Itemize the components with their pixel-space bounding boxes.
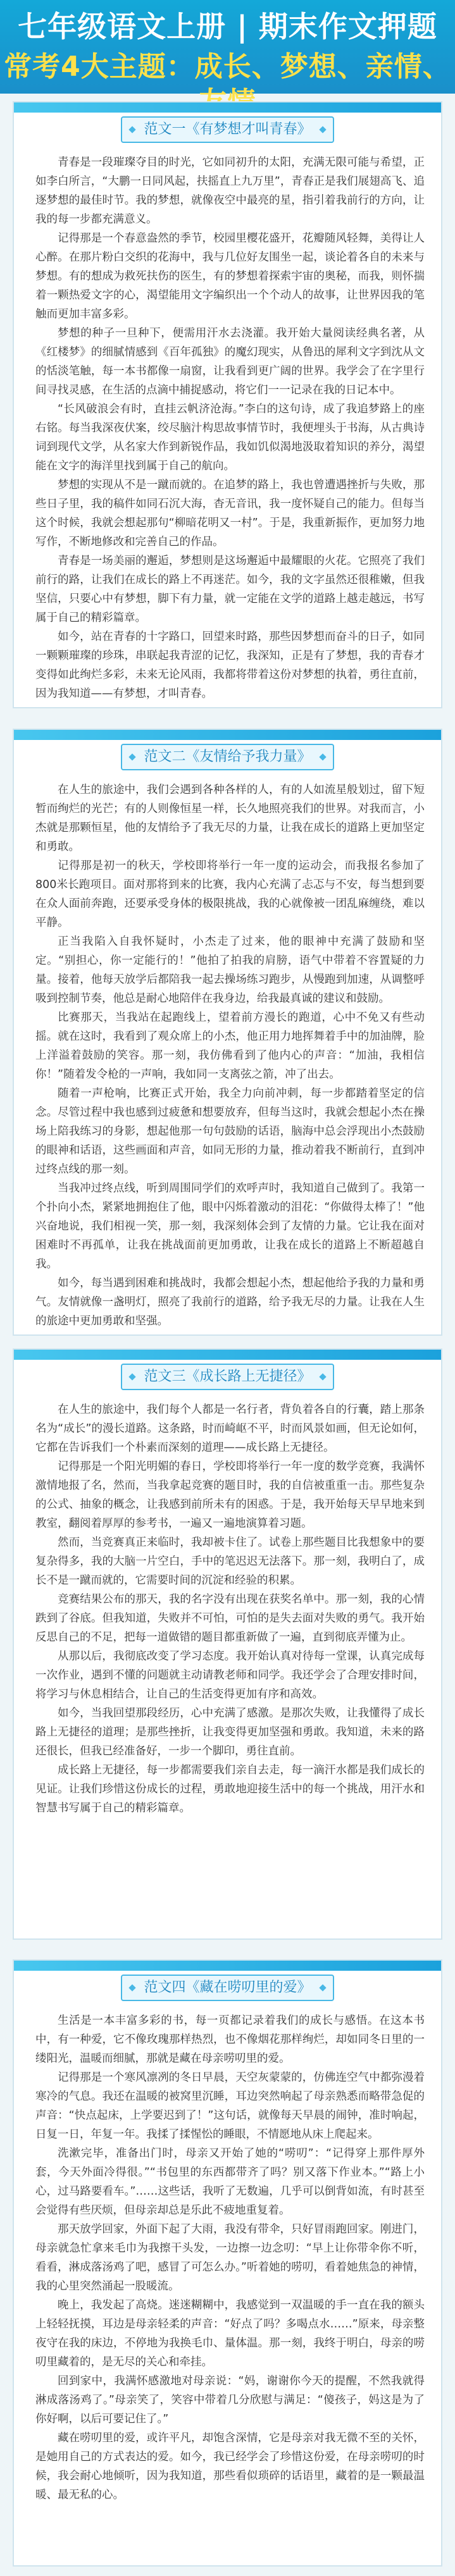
page-title: 七年级语文上册 | 期末作文押题 [18, 9, 437, 44]
essay-body [35, 153, 425, 703]
page-subtitle: 常考4大主题：成长、梦想、亲情、 [4, 51, 451, 83]
essay-paragraph: 在人生的旅途中，我们每个人都是一名行者，背负着各自的行囊，踏上那条名为“成长”的漫长道路。这条路，时而崎岖不平，时而风景如画，但无论如何，它都在告诉我们一个朴素而深刻的道理——成长路上无捷径。 [35, 1403, 425, 1454]
section-top-bar [14, 102, 441, 113]
essay-paragraph: 比赛那天，当我站在起跑线上，望着前方漫长的跑道，心中不免又有些动摇。就在这时，我看到了观众席上的小杰，他正用力地挥舞着手中的加油牌，脸上洋溢着鼓励的笑容。那一刻，我仿佛看到了他内心的声音：“加油，我相信你！”随着发令枪的一声响，我如同一支离弦之箭，冲了出去。 [35, 1011, 425, 1081]
page-header [0, 0, 455, 94]
essay-paragraph: 记得那是一个春意盎然的季节，校园里樱花盛开，花瓣随风轻舞，美得让人心醉。在那片粉白交织的花海中，我与几位好友围坐一起，谈论着各自的未来与梦想。有的想成为救死扶伤的医生，有的梦想着探索宇宙的奥秘，而我，则怀揣着一颗热爱文字的心，渴望能用文字编织出一个个动人的故事，让世界因我的笔触而更加丰富多彩。 [35, 232, 425, 321]
essay-section-2 [13, 729, 442, 1336]
essay-paragraph: 青春是一段璀璨夺目的时光，它如同初升的太阳，充满无限可能与希望，正如李白所言，“大鹏一日同风起，扶摇直上九万里”，青春正是我们展翅高飞、追逐梦想的最佳时节。我的梦想，就像夜空中最亮的星，指引着我前行的方向，让我的每一步都充满意义。 [35, 156, 425, 226]
essay-paragraph: 如今，当我回望那段经历，心中充满了感激。是那次失败，让我懂得了成长路上无捷径的道理；是那些挫折，让我变得更加坚强和勇敢。我知道，未来的路还很长，但我已经准备好，一步一个脚印，勇往直前。 [35, 1707, 425, 1758]
essay-body [35, 780, 425, 1331]
essay-paragraph: “长风破浪会有时，直挂云帆济沧海。”李白的这句诗，成了我追梦路上的座右铭。每当我深夜伏案，绞尽脑汁构思故事情节时，我便埋头于书海，从古典诗词到现代文学，从名家大作到新锐作品，我如饥似渴地汲取着知识的养分，渴望能在文字的海洋里找到属于自己的航向。 [35, 403, 425, 472]
section-title: 范文三《成长路上无捷径》 [121, 1364, 333, 1390]
essay-paragraph: 梦想的实现从不是一蹴而就的。在追梦的路上，我也曾遭遇挫折与失败，那些日子里，我的稿件如同石沉大海，杳无音讯，我一度怀疑自己的能力。但每当这个时候，我就会想起那句“柳暗花明又一村”。于是，我重新振作，更加努力地写作，不断地修改和完善自己的作品。 [35, 479, 425, 548]
section-top-bar [14, 1961, 441, 1971]
essay-body [35, 1400, 425, 1818]
essay-paragraph: 记得那是一个寒风凛冽的冬日早晨，天空灰蒙蒙的，仿佛连空气中都弥漫着寒冷的气息。我还在温暖的被窝里沉睡，耳边突然响起了母亲熟悉而略带急促的声音：“快点起床，上学要迟到了！”这句话，就像每天早晨的闹钟，准时响起，日复一日，年复一年。我揉了揉惺忪的睡眼，不情愿地从床上爬起来。 [35, 2071, 425, 2141]
essay-section-1 [13, 101, 442, 708]
essay-paragraph: 记得那是初一的秋天，学校即将举行一年一度的运动会，而我报名参加了800米长跑项目。面对那将到来的比赛，我内心充满了忐忑与不安，每当想到要在众人面前奔跑，还要承受身体的极限挑战，我的心就像被一团乱麻缠绕，难以平静。 [35, 860, 425, 929]
section-title: 范文四《藏在唠叨里的爱》 [121, 1975, 333, 2001]
section-top-bar [14, 1350, 441, 1360]
essay-paragraph: 记得那是一个阳光明媚的春日，学校即将举行一年一度的数学竞赛，我满怀激情地报了名，然而，当我拿起竞赛的题目时，我的自信被重重一击。那些复杂的公式、抽象的概念，让我感到前所未有的困惑。于是，我开始每天早早地来到教室，翻阅着厚厚的参考书，一遍又一遍地演算着习题。 [35, 1460, 425, 1530]
essay-paragraph: 那天放学回家，外面下起了大雨，我没有带伞，只好冒雨跑回家。刚进门，母亲就急忙拿来毛巾为我擦干头发，一边擦一边念叨：“早上让你带伞你不听，看看，淋成落汤鸡了吧，感冒了可怎么办。”听着她的唠叨，看着她焦急的神情，我的心里突然涌起一股暖流。 [35, 2223, 425, 2293]
essay-paragraph: 然而，当竞赛真正来临时，我却被卡住了。试卷上那些题目比我想象中的要复杂得多，我的大脑一片空白，手中的笔迟迟无法落下。那一刻，我明白了，成长不是一蹴而就的，它需要时间的沉淀和经验的积累。 [35, 1536, 425, 1587]
essay-paragraph: 晚上，我发起了高烧。迷迷糊糊中，我感觉到一双温暖的手一直在我的额头上轻轻抚摸，耳边是母亲轻柔的声音：“好点了吗？多喝点水……”原来，母亲整夜守在我的床边，不停地为我换毛巾、量体温。那一刻，我终于明白，母亲的唠叨里藏着的，是无尽的关心和牵挂。 [35, 2299, 425, 2369]
essay-section-3 [13, 1348, 442, 1940]
essay-paragraph: 随着一声枪响，比赛正式开始，我全力向前冲刺，每一步都踏着坚定的信念。尽管过程中我也感到过疲惫和想要放弃，但每当这时，我就会想起小杰在操场上陪我练习的身影，想起他那一句句鼓励的话语，脑海中总会浮现出小杰鼓励的眼神和话语，这些画面和声音，如同无形的力量，推动着我不断前行，直到冲过终点线的那一刻。 [35, 1087, 425, 1176]
essay-paragraph: 生活是一本丰富多彩的书，每一页都记录着我们的成长与感悟。在这本书中，有一种爱，它不像玫瑰那样热烈，也不像烟花那样绚烂，却如同冬日里的一缕阳光，温暖而细腻，那就是藏在母亲唠叨里的爱。 [35, 2014, 425, 2065]
essay-paragraph: 竞赛结果公布的那天，我的名字没有出现在获奖名单中。那一刻，我的心情跌到了谷底。但我知道，失败并不可怕，可怕的是失去面对失败的勇气。我开始反思自己的不足，把每一道做错的题目都重新做了一遍，直到彻底弄懂为止。 [35, 1593, 425, 1644]
essay-paragraph: 洗漱完毕，准备出门时，母亲又开始了她的“唠叨”：“记得穿上那件厚外套，今天外面冷得很。”“书包里的东西都带齐了吗？别又落下作业本。”“路上小心，过马路要看车。”……这些话，我听了无数遍，几乎可以倒背如流，有时甚至会觉得有些厌烦，但母亲却总是乐此不疲地重复着。 [35, 2147, 425, 2217]
essay-section-4 [13, 1959, 442, 2567]
essay-paragraph: 青春是一场美丽的邂逅，梦想则是这场邂逅中最耀眼的火花。它照亮了我们前行的路，让我们在成长的路上不再迷茫。如今，我的文字虽然还很稚嫩，但我坚信，只要心中有梦想，脚下有力量，就一定能在文学的道路上越走越远，书写属于自己的精彩篇章。 [35, 555, 425, 624]
essay-body [35, 2011, 425, 2505]
essay-paragraph: 梦想的种子一旦种下，便需用汗水去浇灌。我开始大量阅读经典名著，从《红楼梦》的细腻情感到《百年孤独》的魔幻现实，从鲁迅的犀利文字到沈从文的恬淡笔触，每一本书都像一扇窗，让我看到更广阔的世界。我学会了在字里行间寻找灵感，在生活的点滴中捕捉感动，将它们一一记录在我的日记本中。 [35, 327, 425, 397]
essay-paragraph: 当我冲过终点线，听到周围同学们的欢呼声时，我知道自己做到了。我第一个扑向小杰，紧紧地拥抱住了他，眼中闪烁着激动的泪花：“你做得太棒了！”他兴奋地说，我们相视一笑，那一刻，我深刻体会到了友情的力量。它让我在面对困难时不再孤单，让我在挑战面前更加勇敢，让我在成长的道路上不断超越自我。 [35, 1182, 425, 1271]
essay-paragraph: 如今，每当遇到困难和挑战时，我都会想起小杰，想起他给予我的力量和勇气。友情就像一盏明灯，照亮了我前行的道路，给予我无尽的力量。让我在人生的旅途中更加勇敢和坚强。 [35, 1277, 425, 1328]
essay-paragraph: 藏在唠叨里的爱，或许平凡，却饱含深情，它是母亲对我无微不至的关怀，是她用自己的方式表达的爱。如今，我已经学会了珍惜这份爱，在母亲唠叨的时候，我会耐心地倾听，因为我知道，那些看似琐碎的话语里，藏着的是一颗最温暖、最无私的心。 [35, 2432, 425, 2501]
essay-paragraph: 如今，站在青春的十字路口，回望来时路，那些因梦想而奋斗的日子，如同一颗颗璀璨的珍珠，串联起我青涩的记忆，我深知，正是有了梦想，我的青春才变得如此绚烂多彩，未来无论风雨，我都将带着这份对梦想的执着，勇往直前，因为我知道——有梦想，才叫青春。 [35, 631, 425, 700]
section-title: 范文二《友情给予我力量》 [121, 744, 333, 770]
essay-paragraph: 从那以后，我彻底改变了学习态度。我开始认真对待每一堂课，认真完成每一次作业，遇到不懂的问题就主动请教老师和同学。我还学会了合理安排时间，将学习与休息相结合，让自己的生活变得更加有序和高效。 [35, 1650, 425, 1701]
section-title: 范文一《有梦想才叫青春》 [121, 116, 333, 143]
essay-paragraph: 正当我陷入自我怀疑时，小杰走了过来，他的眼神中充满了鼓励和坚定。“别担心，你一定能行的！”他拍了拍我的肩膀，语气中带着不容置疑的力量。接着，他每天放学后都陪我一起去操场练习跑步，从慢跑到加速，从调整呼吸到控制节奏，他总是耐心地陪伴在我身边，给我最真诚的建议和鼓励。 [35, 935, 425, 1005]
essay-paragraph: 成长路上无捷径，每一步都需要我们亲自去走，每一滴汗水都是我们成长的见证。让我们珍惜这份成长的过程，勇敢地迎接生活中的每一个挑战，用汗水和智慧书写属于自己的精彩篇章。 [35, 1764, 425, 1815]
section-top-bar [14, 730, 441, 740]
essay-paragraph: 在人生的旅途中，我们会遇到各种各样的人，有的人如流星般划过，留下短暂而绚烂的光芒；有的人则像恒星一样，长久地照亮我们的世界。对我而言，小杰就是那颗恒星，他的友情给予了我无尽的力量，让我在成长的道路上更加坚定和勇敢。 [35, 784, 425, 853]
essay-paragraph: 回到家中，我满怀感激地对母亲说：“妈，谢谢你今天的提醒，不然我就得淋成落汤鸡了。”母亲笑了，笑容中带着几分欣慰与满足：“傻孩子，妈这是为了你好啊，以后可要记住了。” [35, 2375, 425, 2425]
